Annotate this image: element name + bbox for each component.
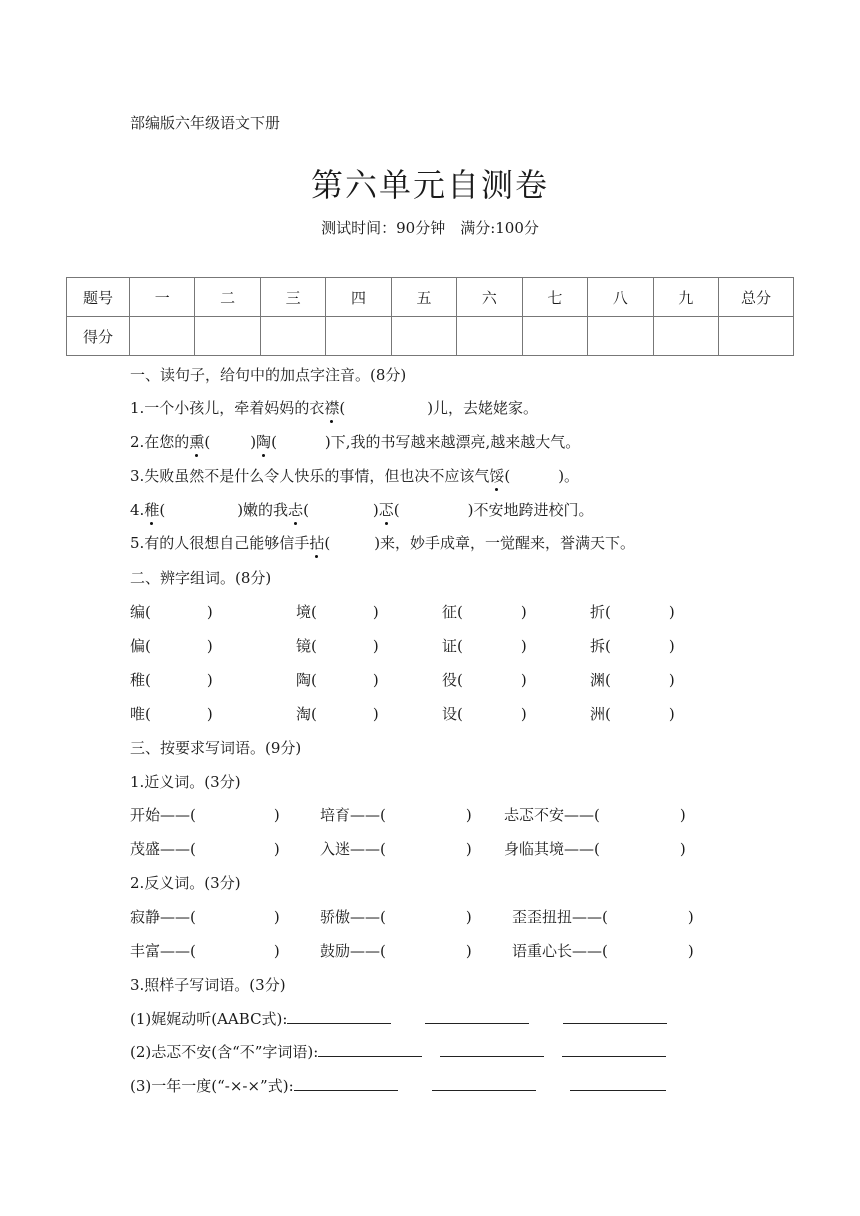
text: ( bbox=[339, 399, 346, 417]
test-info: 测试时间：90分钟 满分:100分 bbox=[321, 219, 539, 237]
dotted-char: 拈 bbox=[309, 534, 325, 552]
answer-line[interactable] bbox=[440, 1042, 544, 1057]
score-input-cell[interactable] bbox=[391, 317, 456, 356]
question-1-5 bbox=[130, 532, 635, 553]
dotted-char: 馁 bbox=[489, 467, 505, 485]
word-item[interactable]: 鼓励——( ) bbox=[320, 942, 472, 960]
text: ( bbox=[303, 501, 309, 519]
table-cell: 一 bbox=[130, 278, 195, 317]
dotted-char: 稚 bbox=[144, 501, 160, 519]
word-item[interactable]: 拆( ) bbox=[590, 637, 675, 655]
word-item[interactable]: 骄傲——( ) bbox=[320, 908, 472, 926]
text: )嫩的我 bbox=[237, 501, 289, 519]
score-input-cell[interactable] bbox=[130, 317, 195, 356]
dotted-char: 熏 bbox=[189, 433, 205, 451]
text: ( bbox=[271, 433, 277, 451]
text: 3.失败虽然不是什么令人快乐的事情，但也决不应该气 bbox=[130, 467, 490, 485]
word-item[interactable]: 折( ) bbox=[590, 603, 675, 621]
word-item[interactable]: 身临其境——( ) bbox=[504, 840, 686, 858]
word-item[interactable]: 镜( ) bbox=[296, 637, 379, 655]
text: ( bbox=[504, 467, 511, 485]
text: )不安地跨进校门。 bbox=[467, 501, 594, 519]
word-item[interactable]: 茂盛——( ) bbox=[130, 840, 280, 858]
question-1-2 bbox=[130, 431, 580, 452]
text: ) bbox=[250, 433, 257, 451]
answer-line[interactable] bbox=[563, 1009, 667, 1024]
dotted-char: 忐 bbox=[288, 501, 304, 519]
table-cell: 五 bbox=[391, 278, 456, 317]
table-cell: 四 bbox=[326, 278, 391, 317]
word-item[interactable]: 渊( ) bbox=[590, 671, 675, 689]
sub-heading-antonyms: 2.反义词。(3分) bbox=[130, 874, 241, 892]
text: 1.一个小孩儿，牵着妈妈的衣 bbox=[130, 399, 325, 417]
text: ( bbox=[159, 501, 166, 519]
word-item[interactable]: 境( ) bbox=[296, 603, 379, 621]
dotted-char: 襟 bbox=[324, 399, 340, 417]
dotted-char: 忑 bbox=[378, 501, 394, 519]
word-item[interactable]: 唯( ) bbox=[130, 705, 213, 723]
word-item[interactable]: 陶( ) bbox=[296, 671, 379, 689]
text: ( bbox=[204, 433, 211, 451]
score-input-cell[interactable] bbox=[653, 317, 719, 356]
text: 4. bbox=[130, 501, 145, 519]
word-item[interactable]: 寂静——( ) bbox=[130, 908, 280, 926]
score-value-row bbox=[67, 317, 794, 356]
section-3-heading: 三、按要求写词语。(9分) bbox=[130, 739, 302, 757]
pattern-question-3 bbox=[130, 1075, 666, 1096]
word-item[interactable]: 淘( ) bbox=[296, 705, 379, 723]
score-input-cell[interactable] bbox=[195, 317, 260, 356]
table-cell: 七 bbox=[522, 278, 587, 317]
pattern-question-2 bbox=[130, 1041, 666, 1062]
text: ( bbox=[393, 501, 400, 519]
word-item[interactable]: 稚( ) bbox=[130, 671, 213, 689]
table-cell: 六 bbox=[457, 278, 522, 317]
table-cell: 题号 bbox=[67, 278, 130, 317]
pattern-question-1 bbox=[130, 1008, 667, 1029]
question-1-4 bbox=[130, 499, 594, 520]
word-item[interactable]: 忐忑不安——( ) bbox=[504, 806, 686, 824]
score-input-cell[interactable] bbox=[326, 317, 391, 356]
word-item[interactable]: 开始——( ) bbox=[130, 806, 280, 824]
text: (1)娓娓动听(AABC式): bbox=[130, 1010, 288, 1028]
word-item[interactable]: 偏( ) bbox=[130, 637, 213, 655]
section-2-heading: 二、辨字组词。(8分) bbox=[130, 569, 272, 587]
score-input-cell[interactable] bbox=[522, 317, 587, 356]
table-cell: 二 bbox=[195, 278, 260, 317]
text: 5.有的人很想自己能够信手 bbox=[130, 534, 310, 552]
text: )来，妙手成章，一觉醒来，誉满天下。 bbox=[374, 534, 636, 552]
answer-line[interactable] bbox=[287, 1009, 391, 1024]
text: 2.在您的 bbox=[130, 433, 190, 451]
answer-line[interactable] bbox=[425, 1009, 529, 1024]
score-input-cell[interactable] bbox=[457, 317, 522, 356]
table-cell: 八 bbox=[588, 278, 653, 317]
answer-line[interactable] bbox=[562, 1042, 666, 1057]
word-item[interactable]: 役( ) bbox=[442, 671, 527, 689]
answer-line[interactable] bbox=[570, 1076, 666, 1091]
word-item[interactable]: 设( ) bbox=[442, 705, 527, 723]
word-item[interactable]: 编( ) bbox=[130, 603, 213, 621]
text: ( bbox=[324, 534, 331, 552]
score-table bbox=[66, 277, 794, 356]
text: )下,我的书写越来越漂亮,越来越大气。 bbox=[324, 433, 581, 451]
table-cell: 九 bbox=[653, 278, 719, 317]
text: ) bbox=[372, 501, 379, 519]
table-cell: 得分 bbox=[67, 317, 130, 356]
word-item[interactable]: 丰富——( ) bbox=[130, 942, 280, 960]
answer-line[interactable] bbox=[294, 1076, 398, 1091]
section-1-heading: 一、读句子，给句中的加点字注音。(8分) bbox=[130, 366, 407, 384]
page-title: 第六单元自测卷 bbox=[310, 166, 549, 204]
word-item[interactable]: 证( ) bbox=[442, 637, 527, 655]
score-input-cell[interactable] bbox=[260, 317, 325, 356]
text: )。 bbox=[558, 467, 580, 485]
word-item[interactable]: 入迷——( ) bbox=[320, 840, 472, 858]
word-item[interactable]: 语重心长——( ) bbox=[512, 942, 694, 960]
score-input-cell[interactable] bbox=[719, 317, 794, 356]
text: )儿，去姥姥家。 bbox=[427, 399, 539, 417]
sub-heading-synonyms: 1.近义词。(3分) bbox=[130, 773, 241, 791]
word-item[interactable]: 培育——( ) bbox=[320, 806, 472, 824]
question-1-3 bbox=[130, 465, 579, 486]
text: (2)忐忑不安(含“不”字词语): bbox=[130, 1043, 319, 1061]
word-item[interactable]: 征( ) bbox=[442, 603, 527, 621]
dotted-char: 陶 bbox=[256, 433, 272, 451]
answer-line[interactable] bbox=[432, 1076, 536, 1091]
table-cell: 总分 bbox=[719, 278, 794, 317]
book-name: 部编版六年级语文下册 bbox=[130, 114, 281, 132]
sub-heading-pattern: 3.照样子写词语。(3分) bbox=[130, 976, 286, 994]
score-header-row bbox=[67, 278, 794, 317]
word-item[interactable]: 洲( ) bbox=[590, 705, 675, 723]
table-cell: 三 bbox=[260, 278, 325, 317]
score-input-cell[interactable] bbox=[588, 317, 653, 356]
word-item[interactable]: 歪歪扭扭——( ) bbox=[512, 908, 694, 926]
text: (3)一年一度(“-×-×”式): bbox=[130, 1077, 294, 1095]
answer-line[interactable] bbox=[318, 1042, 422, 1057]
question-1-1 bbox=[130, 397, 538, 418]
